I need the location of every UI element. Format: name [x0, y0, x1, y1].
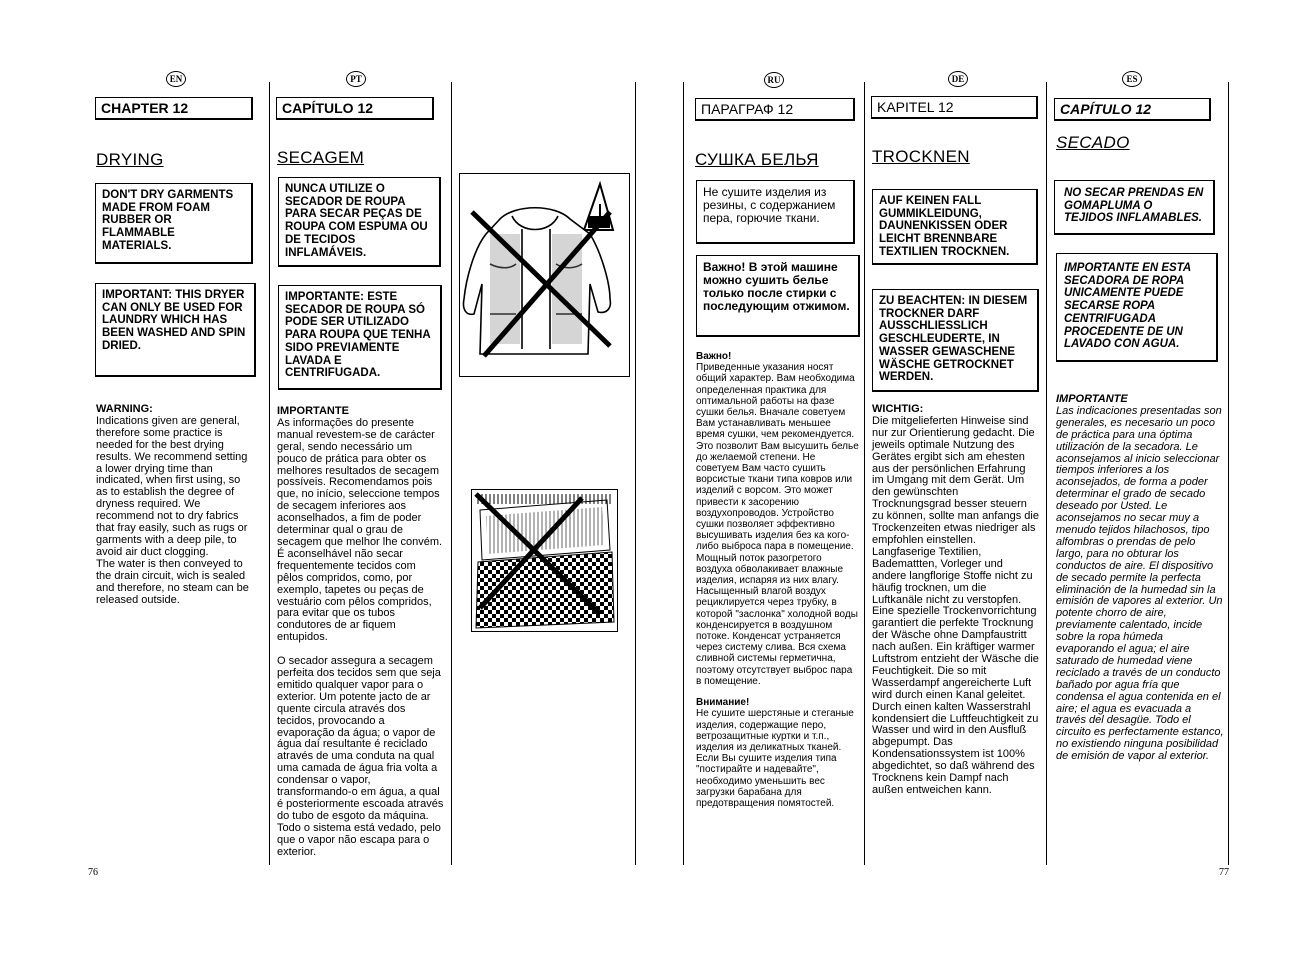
language-badge-pt: PT: [346, 71, 366, 87]
body-label-de: WICHTIG:: [872, 403, 924, 415]
page-number-right: 77: [1219, 867, 1229, 878]
body-text-pt: [277, 406, 445, 859]
column-divider: [269, 82, 270, 865]
body-label-ru: Важно!: [696, 351, 732, 362]
body-label-en: WARNING:: [96, 403, 153, 415]
body-label-es: IMPORTANTE: [1056, 393, 1128, 405]
rug-illustration: [471, 489, 618, 632]
important-box-en: IMPORTANT: THIS DRYER CAN ONLY BE USED FOR LAUNDRY WHICH HAS BEEN WASHED AND SPIN DRIED.: [95, 283, 256, 377]
language-badge-es: ES: [1122, 71, 1142, 87]
chapter-title-de: KAPITEL 12: [871, 96, 1038, 119]
column-divider: [864, 82, 865, 865]
body-paragraph-ru-1: Приведенные указания носят общий характер. Вам необходима определенная практика для оптимальной работы на фазе сушки белья. Вначале советуем Вам устанавливать меньшее время сушки, чем рекомендуется. Это позволит Вам высушить белье до желаемой степени. Не советуем Вам часто сушить ворсистые ткани типа ковров или изделий с ворсом. Это может привести к засорению воздухопроводов. Устройство сушки позволяет эффективно высушивать изделия без ка кого-либо выброса пара в помещение. Мощный поток разогретого воздуха обволакивает влажные изделия, испаряя из них влагу. Насыщенный влагой воздух рециклируется через трубку, в которой "заслонка" холодной воды конденсируется в воздушном потоке. Конденсат устраняется через систему слива. Вся схема сливной системы герметична, поэтому отсутствует выброс пара в помещение.: [696, 362, 859, 687]
body-text-en: [96, 404, 252, 606]
body-paragraph-pt-2: O secador assegura a secagem perfeita dos tecidos sem que seja emitido qualquer vapor para o exterior. Um potente jacto de ar quente circula através dos tecidos, provocando a evaporação da água; o vapor de água daí resultante é reciclado através de uma conduta na qual uma camada de água fria volta a condensar o vapor, transformando-o em água, a qual é posteriormente escoada através do tubo de esgoto da máquina. Todo o sistema está vedado, pelo que o vapor não escapa para o exterior.: [277, 655, 444, 858]
body-text-es: [1056, 394, 1224, 763]
section-heading-pt: SECAGEM: [277, 148, 365, 167]
section-heading-ru: СУШКА БЕЛЬЯ: [695, 150, 819, 169]
body-label-pt: IMPORTANTE: [277, 405, 349, 417]
warning-box-pt: NUNCA UTILIZE O SECADOR DE ROUPA PARA SECAR PEÇAS DE ROUPA COM ESPUMA OU DE TECIDOS INFLAMÁVEIS.: [278, 177, 441, 267]
body-label-ru-2: Внимание!: [696, 697, 750, 709]
chapter-title-es: CAPÍTULO 12: [1054, 98, 1211, 121]
jacket-illustration: [459, 173, 630, 377]
important-box-es: IMPORTANTE EN ESTA SECADORA DE ROPA UNICAMENTE PUEDE SECARSE ROPA CENTRIFUGADA PROCEDENTE DE UN LAVADO CON AGUA.: [1056, 253, 1218, 362]
body-paragraph-en-2: The water is then conveyed to the drain circuit, wich is sealed and therefore, no steam can be released outside.: [96, 557, 249, 606]
section-heading-en: DRYING: [96, 150, 164, 169]
body-text-ru: [696, 351, 860, 809]
column-divider: [451, 82, 452, 865]
section-heading-es: SECADO: [1056, 133, 1130, 152]
language-badge-en: EN: [166, 71, 186, 87]
body-paragraph-ru-2: Не сушите шерстяные и стеганые изделия, содержащие перо, ветрозащитные куртки и т.п., изделия из деликатных тканей. Если Вы сушите изделия типа "постирайте и надевайте", необходимо уменьшить вес загрузки барабана для предотвращения помятостей.: [696, 708, 854, 809]
section-heading-de: TROCKNEN: [872, 147, 970, 166]
warning-box-es: NO SECAR PRENDAS EN GOMAPLUMA O TEJIDOS INFLAMABLES.: [1054, 180, 1215, 235]
column-divider: [635, 82, 636, 865]
column-divider: [683, 82, 684, 865]
chapter-title-ru: ПАРАГРАФ 12: [695, 98, 855, 121]
language-badge-ru: RU: [764, 72, 784, 88]
warning-box-en: DON'T DRY GARMENTS MADE FROM FOAM RUBBER OR FLAMMABLE MATERIALS.: [95, 183, 253, 264]
important-box-de: ZU BEACHTEN: IN DIESEM TROCKNER DARF AUSSCHLIESSLICH GESCHLEUDERTE, IN WASSER GEWASCHENE WÄSCHE GETROCKNET WERDEN.: [872, 289, 1039, 392]
warning-box-ru: Не сушите изделия из резины, с содержанием пера, горючие ткани.: [696, 180, 855, 244]
language-badge-de: DE: [948, 71, 968, 87]
column-divider: [1046, 82, 1047, 865]
important-box-ru: Важно! В этой машине можно сушить белье только после стирки с последующим отжимом.: [696, 255, 860, 337]
body-paragraph-de-1: Die mitgelieferten Hinweise sind nur zur Orientierung gedacht. Die jeweils optimale Nutzung des Gerätes ergibt sich am ehesten aus der persönlichen Erfahrung im Umgang mit dem Gerät. Um den gewünschten Trocknungsgrad besser steuern zu können, sollte man anfangs die Trockenzeiten etwas niedriger als empfohlen einstellen. Langfaserige Textilien, Bademattten, Vorleger und andere langflorige Stoffe nicht zu häufig trocknen, um die Luftkanäle nicht zu verstopfen. Eine spezielle Trockenvorrichtung garantiert die perfekte Trocknung der Wäsche ohne Dampfaustritt nach außen. Ein kräftiger warmer Luftstrom entzieht der Wäsche die Feuchtigkeit. Die so mit Wasserdampf angereicherte Luft wird durch einen Kanal geleitet. Durch einen kalten Wasserstrahl kondensiert die Luftfeuchtigkeit zu Wasser und wird in den Ausfluß abgepumpt. Das Kondensationssystem ist 100% abgedichtet, so daß während des Trocknens kein Dampf nach außen entweichen kann.: [872, 414, 1039, 796]
column-divider: [1228, 82, 1229, 865]
body-paragraph-es-1: Las indicaciones presentadas son generales, es necesario un poco de práctica para una óptima utilización de la secadora. Le aconsejamos al inicio seleccionar tiempos inferiores a los aconsejados, de forma a poder determinar el grado de secado deseado por Usted. Le aconsejamos no secar muy a menudo tejidos hilachosos, tipo alfombras o prendas de pelo largo, para no obturar los conductos de aire. El dispositivo de secado permite la perfecta eliminación de la humedad sin la emisión de vapores al exterior. Un potente chorro de aire, previamente calentado, incide sobre la ropa húmeda evaporando el agua; el aire saturado de humedad viene reciclado a través de un conducto bañado por agua fría que condensa el agua contenida en el aire; el agua es evacuada a través del desagüe. Todo el circuito es perfectamente estanco, no existiendo ninguna posibilidad de emisión de vapor al exterior.: [1056, 404, 1224, 763]
body-paragraph-en-1: Indications given are general, therefore some practice is needed for the best drying results. We recommend setting a lower drying time than indicated, when first using, so as to establish the degree of dryness required. We recommend not to dry fabrics that fray easily, such as rugs or garments with a deep pile, to avoid air duct clogging.: [96, 414, 248, 558]
body-text-de: [872, 404, 1040, 797]
warning-box-de: AUF KEINEN FALL GUMMIKLEIDUNG, DAUNENKISSEN ODER LEICHT BRENNBARE TEXTILIEN TROCKNEN.: [872, 189, 1038, 265]
page-number-left: 76: [88, 867, 98, 878]
important-box-pt: IMPORTANTE: ESTE SECADOR DE ROUPA SÓ PODE SER UTILIZADO PARA ROUPA QUE TENHA SIDO PREVIAMENTE LAVADA E CENTRIFUGADA.: [278, 285, 442, 390]
chapter-title-pt: CAPÍTULO 12: [276, 97, 434, 120]
body-paragraph-pt-1: As informações do presente manual revestem-se de carácter geral, sendo necessário um pouco de prática para obter os melhores resultados de secagem possíveis. Recomendamos pois que, no início, seleccione tempos de secagem inferiores aos aconselhados, a fim de poder determinar qual o grau de secagem que melhor lhe convém. É aconselhável não secar frequentemente tecidos com pêlos compridos, como, por exemplo, tapetes ou peças de vestuário com pêlos compridos, para evitar que os tubos condutores de ar fiquem entupidos.: [277, 416, 443, 644]
chapter-title-en: CHAPTER 12: [95, 97, 253, 120]
